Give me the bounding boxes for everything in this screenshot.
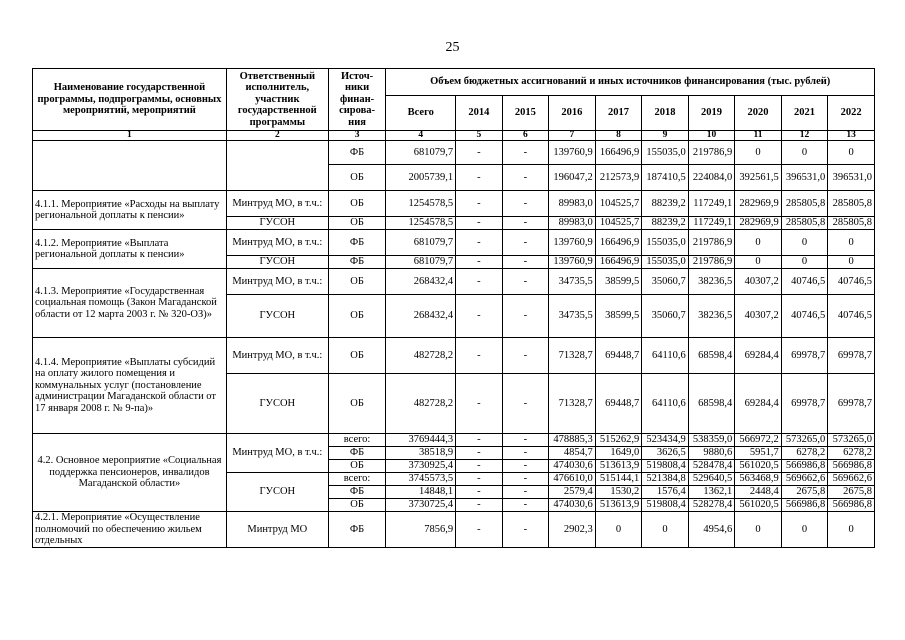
value-cell: 34735,5 bbox=[549, 269, 596, 295]
value-cell: 1576,4 bbox=[642, 486, 689, 499]
value-cell: 282969,9 bbox=[735, 191, 782, 217]
page-number: 25 bbox=[445, 40, 460, 55]
value-cell: 187410,5 bbox=[642, 165, 689, 191]
value-cell: 566986,8 bbox=[781, 499, 828, 512]
measure-name: 4.1.1. Мероприятие «Расходы на выплату региональной доплаты к пенсии» bbox=[33, 191, 227, 230]
value-cell: 0 bbox=[828, 230, 875, 256]
table-row: 4.2.1. Мероприятие «Осуществление полномочий по обеспечению жильем отдельных Минтруд МО ФБ 7856,9 - - 2902,3 0 0 4954,6 0 0 0 bbox=[33, 512, 875, 548]
value-cell: 34735,5 bbox=[549, 295, 596, 338]
value-cell: 0 bbox=[781, 256, 828, 269]
column-index: 9 bbox=[642, 131, 689, 141]
value-cell: 2902,3 bbox=[549, 512, 596, 548]
value-cell: 513613,9 bbox=[595, 499, 642, 512]
value-cell: - bbox=[502, 217, 549, 230]
table-row: 4.1.2. Мероприятие «Выплата региональной доплаты к пенсии» Минтруд МО, в т.ч.: ФБ 681079,7 - - 139760,9 166496,9 155035,0 219786,9 0 0 0 bbox=[33, 230, 875, 256]
table-row: ОБ 3730925,4 - - 474030,6 513613,9 519808,4 528478,4 561020,5 566986,8 566986,8 bbox=[33, 460, 875, 473]
header-row-1 bbox=[33, 69, 875, 96]
table-row: 4.1.3. Мероприятие «Государственная социальная помощь (Закон Магаданской области от 12 марта 2003 г. № 320-ОЗ)» Минтруд МО, в т.ч.: ОБ 268432,4 - - 34735,5 38599,5 35060,7 38236,5 40307,2 40746,5 40746,5 bbox=[33, 269, 875, 295]
value-cell: 2005739,1 bbox=[386, 165, 456, 191]
value-cell: 2675,8 bbox=[781, 486, 828, 499]
value-cell: 3626,5 bbox=[642, 447, 689, 460]
value-cell: 224084,0 bbox=[688, 165, 735, 191]
value-cell: 513613,9 bbox=[595, 460, 642, 473]
measure-name: 4.1.2. Мероприятие «Выплата региональной доплаты к пенсии» bbox=[33, 230, 227, 269]
value-cell: 35060,7 bbox=[642, 269, 689, 295]
value-cell: 396531,0 bbox=[828, 165, 875, 191]
value-cell: 117249,1 bbox=[688, 217, 735, 230]
value-cell: 196047,2 bbox=[549, 165, 596, 191]
year-header: 2022 bbox=[828, 96, 875, 131]
year-header: 2015 bbox=[502, 96, 549, 131]
value-cell: 482728,2 bbox=[386, 374, 456, 434]
value-cell: 2579,4 bbox=[549, 486, 596, 499]
value-cell: 5951,7 bbox=[735, 447, 782, 460]
value-cell: 38236,5 bbox=[688, 269, 735, 295]
value-cell: - bbox=[456, 473, 503, 486]
table-row: 4.2. Основное мероприятие «Социальная поддержка пенсионеров, инвалидов Магаданской области» Минтруд МО, в т.ч.: всего: 3769444,3 - - 478885,3 515262,9 523434,9 538359,0 566972,2 573265,0 573265,0 bbox=[33, 434, 875, 447]
value-cell: - bbox=[456, 486, 503, 499]
value-cell: 573265,0 bbox=[781, 434, 828, 447]
value-cell: 285805,8 bbox=[781, 217, 828, 230]
table-row: 4.1.4. Мероприятие «Выплаты субсидий на оплату жилого помещения и коммунальных услуг (постановление администрации Магаданской области от 17 января 2008 г. № 9-па)» Минтруд МО, в т.ч.: ОБ 482728,2 - - 71328,7 69448,7 64110,6 68598,4 69284,4 69978,7 69978,7 bbox=[33, 338, 875, 374]
measure-name: 4.2.1. Мероприятие «Осуществление полномочий по обеспечению жильем отдельных bbox=[33, 512, 227, 548]
value-cell: 3769444,3 bbox=[386, 434, 456, 447]
value-cell: 528278,4 bbox=[688, 499, 735, 512]
column-index: 6 bbox=[502, 131, 549, 141]
year-header: 2016 bbox=[549, 96, 596, 131]
value-cell: 1362,1 bbox=[688, 486, 735, 499]
header-executor: Ответственный исполнитель, участник государственной программы bbox=[226, 69, 328, 131]
year-header: 2014 bbox=[456, 96, 503, 131]
table-row: ФБ 681079,7 - - 139760,9 166496,9 155035,0 219786,9 0 0 0 bbox=[33, 141, 875, 165]
value-cell: 139760,9 bbox=[549, 230, 596, 256]
value-cell: 166496,9 bbox=[595, 256, 642, 269]
value-cell: - bbox=[502, 460, 549, 473]
value-cell: - bbox=[502, 486, 549, 499]
value-cell: 3730725,4 bbox=[386, 499, 456, 512]
value-cell: - bbox=[502, 499, 549, 512]
value-cell: 0 bbox=[828, 512, 875, 548]
value-cell: - bbox=[502, 434, 549, 447]
value-cell: - bbox=[456, 499, 503, 512]
value-cell: - bbox=[502, 256, 549, 269]
value-cell: 0 bbox=[642, 512, 689, 548]
value-cell: - bbox=[502, 512, 549, 548]
value-cell: 6278,2 bbox=[828, 447, 875, 460]
value-cell: 68598,4 bbox=[688, 374, 735, 434]
table-row: ФБ 14848,1 - - 2579,4 1530,2 1576,4 1362,1 2448,4 2675,8 2675,8 bbox=[33, 486, 875, 499]
value-cell: - bbox=[502, 165, 549, 191]
value-cell: - bbox=[502, 141, 549, 165]
value-cell: 0 bbox=[735, 512, 782, 548]
table-row: ГУСОН ОБ 268432,4 - - 34735,5 38599,5 35060,7 38236,5 40307,2 40746,5 40746,5 bbox=[33, 295, 875, 338]
header-source: Источ-ники финан-сирова-ния bbox=[328, 69, 386, 131]
value-cell: 528478,4 bbox=[688, 460, 735, 473]
value-cell: 476610,0 bbox=[549, 473, 596, 486]
value-cell: 482728,2 bbox=[386, 338, 456, 374]
column-index: 10 bbox=[688, 131, 735, 141]
column-index: 2 bbox=[226, 131, 328, 141]
value-cell: 69284,4 bbox=[735, 374, 782, 434]
value-cell: 0 bbox=[595, 512, 642, 548]
value-cell: 478885,3 bbox=[549, 434, 596, 447]
value-cell: 561020,5 bbox=[735, 460, 782, 473]
value-cell: - bbox=[502, 230, 549, 256]
value-cell: 0 bbox=[781, 512, 828, 548]
table-row: ГУСОН ФБ 681079,7 - - 139760,9 166496,9 155035,0 219786,9 0 0 0 bbox=[33, 256, 875, 269]
budget-table bbox=[32, 68, 875, 548]
value-cell: 104525,7 bbox=[595, 191, 642, 217]
value-cell: 529640,5 bbox=[688, 473, 735, 486]
year-header: 2017 bbox=[595, 96, 642, 131]
value-cell: 68598,4 bbox=[688, 338, 735, 374]
value-cell: 14848,1 bbox=[386, 486, 456, 499]
value-cell: - bbox=[456, 460, 503, 473]
value-cell: - bbox=[456, 447, 503, 460]
value-cell: 219786,9 bbox=[688, 230, 735, 256]
value-cell: - bbox=[456, 269, 503, 295]
value-cell: 219786,9 bbox=[688, 256, 735, 269]
measure-name: 4.1.4. Мероприятие «Выплаты субсидий на оплату жилого помещения и коммунальных услуг (постановление администрации Магаданской области от 17 января 2008 г. № 9-па)» bbox=[33, 338, 227, 434]
header-name: Наименование государственной программы, подпрограммы, основных мероприятий, мероприятий bbox=[33, 69, 227, 131]
value-cell: 71328,7 bbox=[549, 374, 596, 434]
value-cell: 69978,7 bbox=[828, 338, 875, 374]
value-cell: - bbox=[456, 165, 503, 191]
value-cell: - bbox=[502, 295, 549, 338]
value-cell: 40746,5 bbox=[781, 295, 828, 338]
value-cell: 166496,9 bbox=[595, 230, 642, 256]
value-cell: - bbox=[502, 447, 549, 460]
value-cell: 4854,7 bbox=[549, 447, 596, 460]
year-header: 2021 bbox=[781, 96, 828, 131]
value-cell: 64110,6 bbox=[642, 374, 689, 434]
value-cell: - bbox=[456, 434, 503, 447]
value-cell: 212573,9 bbox=[595, 165, 642, 191]
value-cell: - bbox=[456, 512, 503, 548]
value-cell: 40746,5 bbox=[828, 269, 875, 295]
value-cell: 69448,7 bbox=[595, 338, 642, 374]
value-cell: 40746,5 bbox=[828, 295, 875, 338]
table-row: 4.1.1. Мероприятие «Расходы на выплату региональной доплаты к пенсии» Минтруд МО, в т.ч.: ОБ 1254578,5 - - 89983,0 104525,7 88239,2 117249,1 282969,9 285805,8 285805,8 bbox=[33, 191, 875, 217]
value-cell: 6278,2 bbox=[781, 447, 828, 460]
value-cell: 0 bbox=[781, 230, 828, 256]
value-cell: 38599,5 bbox=[595, 269, 642, 295]
value-cell: 573265,0 bbox=[828, 434, 875, 447]
value-cell: - bbox=[502, 191, 549, 217]
value-cell: 563468,9 bbox=[735, 473, 782, 486]
value-cell: 268432,4 bbox=[386, 269, 456, 295]
value-cell: 538359,0 bbox=[688, 434, 735, 447]
value-cell: 35060,7 bbox=[642, 295, 689, 338]
value-cell: 117249,1 bbox=[688, 191, 735, 217]
table-row: ГУСОН всего: 3745573,5 - - 476610,0 515144,1 521384,8 529640,5 563468,9 569662,6 569662,6 bbox=[33, 473, 875, 486]
column-index: 1 bbox=[33, 131, 227, 141]
value-cell: 566986,8 bbox=[828, 499, 875, 512]
value-cell: 1254578,5 bbox=[386, 191, 456, 217]
value-cell: 566972,2 bbox=[735, 434, 782, 447]
value-cell: 69978,7 bbox=[781, 374, 828, 434]
value-cell: 0 bbox=[735, 256, 782, 269]
value-cell: 69284,4 bbox=[735, 338, 782, 374]
value-cell: 4954,6 bbox=[688, 512, 735, 548]
value-cell: 268432,4 bbox=[386, 295, 456, 338]
column-index: 3 bbox=[328, 131, 386, 141]
value-cell: 155035,0 bbox=[642, 256, 689, 269]
value-cell: 166496,9 bbox=[595, 141, 642, 165]
value-cell: 0 bbox=[735, 230, 782, 256]
value-cell: 515144,1 bbox=[595, 473, 642, 486]
value-cell: 69978,7 bbox=[781, 338, 828, 374]
value-cell: 3745573,5 bbox=[386, 473, 456, 486]
value-cell: 7856,9 bbox=[386, 512, 456, 548]
value-cell: 0 bbox=[781, 141, 828, 165]
value-cell: 681079,7 bbox=[386, 256, 456, 269]
year-header: 2019 bbox=[688, 96, 735, 131]
value-cell: 40307,2 bbox=[735, 269, 782, 295]
value-cell: 89983,0 bbox=[549, 191, 596, 217]
value-cell: 569662,6 bbox=[781, 473, 828, 486]
value-cell: 1649,0 bbox=[595, 447, 642, 460]
value-cell: - bbox=[456, 256, 503, 269]
value-cell: 1254578,5 bbox=[386, 217, 456, 230]
value-cell: 88239,2 bbox=[642, 191, 689, 217]
value-cell: 392561,5 bbox=[735, 165, 782, 191]
year-header: 2020 bbox=[735, 96, 782, 131]
value-cell: 3730925,4 bbox=[386, 460, 456, 473]
table-row: ОБ 3730725,4 - - 474030,6 513613,9 519808,4 528278,4 561020,5 566986,8 566986,8 bbox=[33, 499, 875, 512]
value-cell: - bbox=[502, 338, 549, 374]
column-index: 12 bbox=[781, 131, 828, 141]
table-row: ГУСОН ОБ 482728,2 - - 71328,7 69448,7 64110,6 68598,4 69284,4 69978,7 69978,7 bbox=[33, 374, 875, 434]
value-cell: 89983,0 bbox=[549, 217, 596, 230]
column-index: 8 bbox=[595, 131, 642, 141]
value-cell: 104525,7 bbox=[595, 217, 642, 230]
value-cell: 71328,7 bbox=[549, 338, 596, 374]
value-cell: 155035,0 bbox=[642, 141, 689, 165]
value-cell: 69978,7 bbox=[828, 374, 875, 434]
value-cell: 0 bbox=[828, 141, 875, 165]
table-row: ФБ 38518,9 - - 4854,7 1649,0 3626,5 9880,6 5951,7 6278,2 6278,2 bbox=[33, 447, 875, 460]
value-cell: - bbox=[456, 230, 503, 256]
value-cell: 0 bbox=[735, 141, 782, 165]
value-cell: 2448,4 bbox=[735, 486, 782, 499]
column-index: 5 bbox=[456, 131, 503, 141]
value-cell: 519808,4 bbox=[642, 499, 689, 512]
table-row: ОБ 2005739,1 - - 196047,2 212573,9 187410,5 224084,0 392561,5 396531,0 396531,0 bbox=[33, 165, 875, 191]
value-cell: 219786,9 bbox=[688, 141, 735, 165]
value-cell: 285805,8 bbox=[828, 191, 875, 217]
value-cell: 523434,9 bbox=[642, 434, 689, 447]
header-volume: Объем бюджетных ассигнований и иных источников финансирования (тыс. рублей) bbox=[386, 69, 875, 96]
value-cell: - bbox=[456, 191, 503, 217]
value-cell: 69448,7 bbox=[595, 374, 642, 434]
value-cell: 40307,2 bbox=[735, 295, 782, 338]
column-index: 4 bbox=[386, 131, 456, 141]
measure-name: 4.2. Основное мероприятие «Социальная поддержка пенсионеров, инвалидов Магаданской области» bbox=[33, 434, 227, 512]
value-cell: 681079,7 bbox=[386, 230, 456, 256]
value-cell: 38518,9 bbox=[386, 447, 456, 460]
value-cell: 2675,8 bbox=[828, 486, 875, 499]
column-index: 7 bbox=[549, 131, 596, 141]
table-row: ГУСОН ОБ 1254578,5 - - 89983,0 104525,7 88239,2 117249,1 282969,9 285805,8 285805,8 bbox=[33, 217, 875, 230]
value-cell: 88239,2 bbox=[642, 217, 689, 230]
value-cell: 139760,9 bbox=[549, 256, 596, 269]
value-cell: 155035,0 bbox=[642, 230, 689, 256]
value-cell: 396531,0 bbox=[781, 165, 828, 191]
value-cell: 566986,8 bbox=[781, 460, 828, 473]
value-cell: 285805,8 bbox=[781, 191, 828, 217]
value-cell: - bbox=[502, 269, 549, 295]
value-cell: 40746,5 bbox=[781, 269, 828, 295]
value-cell: - bbox=[456, 295, 503, 338]
value-cell: - bbox=[456, 217, 503, 230]
value-cell: 285805,8 bbox=[828, 217, 875, 230]
year-header: Всего bbox=[386, 96, 456, 131]
value-cell: 681079,7 bbox=[386, 141, 456, 165]
value-cell: 38236,5 bbox=[688, 295, 735, 338]
column-index: 11 bbox=[735, 131, 782, 141]
value-cell: 569662,6 bbox=[828, 473, 875, 486]
value-cell: - bbox=[502, 473, 549, 486]
value-cell: 474030,6 bbox=[549, 499, 596, 512]
value-cell: - bbox=[502, 374, 549, 434]
value-cell: 521384,8 bbox=[642, 473, 689, 486]
value-cell: 474030,6 bbox=[549, 460, 596, 473]
measure-name: 4.1.3. Мероприятие «Государственная социальная помощь (Закон Магаданской области от 12 марта 2003 г. № 320-ОЗ)» bbox=[33, 269, 227, 338]
value-cell: 561020,5 bbox=[735, 499, 782, 512]
value-cell: 566986,8 bbox=[828, 460, 875, 473]
value-cell: 1530,2 bbox=[595, 486, 642, 499]
value-cell: 515262,9 bbox=[595, 434, 642, 447]
value-cell: 0 bbox=[828, 256, 875, 269]
year-header: 2018 bbox=[642, 96, 689, 131]
value-cell: 38599,5 bbox=[595, 295, 642, 338]
value-cell: 282969,9 bbox=[735, 217, 782, 230]
value-cell: 9880,6 bbox=[688, 447, 735, 460]
value-cell: - bbox=[456, 374, 503, 434]
value-cell: - bbox=[456, 141, 503, 165]
value-cell: 139760,9 bbox=[549, 141, 596, 165]
column-index: 13 bbox=[828, 131, 875, 141]
value-cell: 64110,6 bbox=[642, 338, 689, 374]
value-cell: 519808,4 bbox=[642, 460, 689, 473]
value-cell: - bbox=[456, 338, 503, 374]
header-index-row bbox=[33, 131, 875, 141]
